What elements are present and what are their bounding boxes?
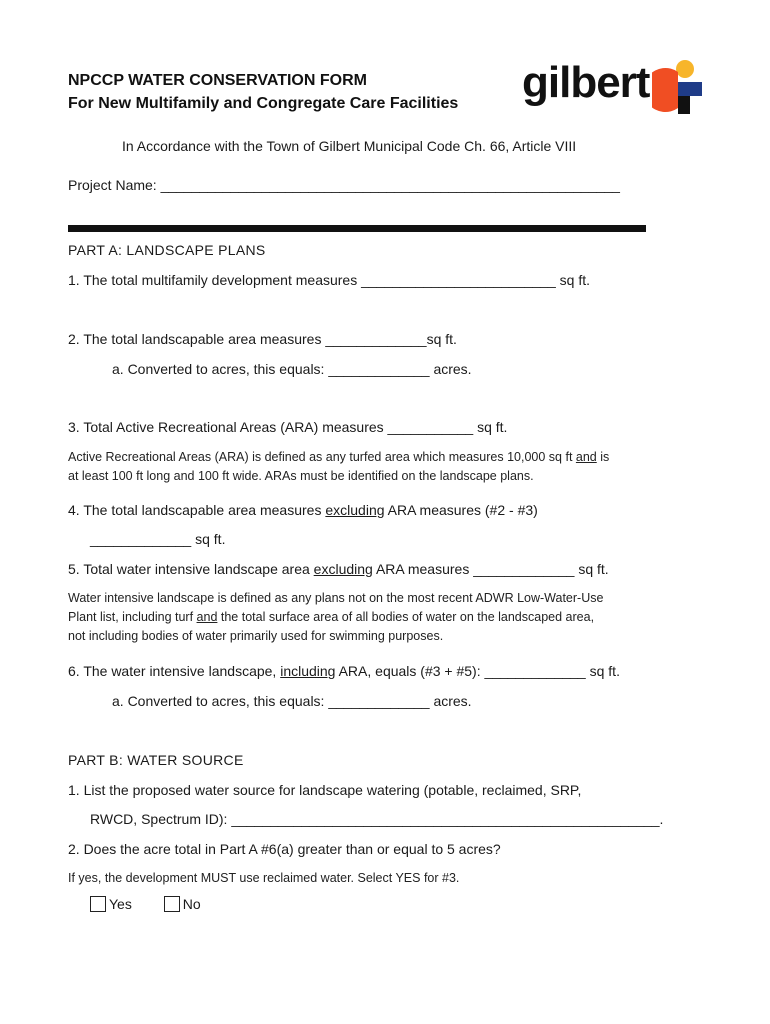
part-a-q2a[interactable]: a. Converted to acres, this equals: _____________ acres. — [112, 361, 472, 377]
section-divider — [68, 225, 646, 232]
form-subtitle-bold: For New Multifamily and Congregate Care Facilities — [68, 95, 459, 112]
part-a-q5[interactable]: 5. Total water intensive landscape area excluding ARA measures _____________ sq ft. — [68, 561, 609, 577]
part-b-q2: 2. Does the acre total in Part A #6(a) greater than or equal to 5 acres? — [68, 841, 501, 857]
part-a-q3[interactable]: 3. Total Active Recreational Areas (ARA) measures ___________ sq ft. — [68, 419, 508, 435]
water-intensive-definition-note: Water intensive landscape is defined as any plans not on the most recent ADWR Low-Water-Use Plant list, including turf and the total surface area of all bodies of water on the landscaped area, not including bodies of water primarily used for swimming purposes. — [68, 591, 604, 643]
part-a-q1[interactable]: 1. The total multifamily development measures _________________________ sq ft. — [68, 272, 590, 288]
no-label: No — [182, 896, 201, 912]
ara-definition-note: Active Recreational Areas (ARA) is defined as any turfed area which measures 10,000 sq ft and is at least 100 ft long and 100 ft wide. ARAs must be identified on the landscape plans. — [68, 450, 610, 483]
part-b-q1-blank[interactable]: RWCD, Spectrum ID): _______________________________________________________. — [90, 811, 664, 827]
yes-checkbox[interactable] — [90, 896, 106, 912]
part-a-q6a[interactable]: a. Converted to acres, this equals: _____________ acres. — [112, 693, 472, 709]
part-b-heading: PART B: WATER SOURCE — [68, 752, 244, 768]
yes-label: Yes — [109, 896, 132, 912]
no-option[interactable] — [164, 896, 201, 912]
yes-no-options — [90, 896, 229, 912]
form-title: NPCCP WATER CONSERVATION FORM — [68, 72, 367, 89]
code-reference: In Accordance with the Town of Gilbert Municipal Code Ch. 66, Article VIII — [122, 138, 577, 154]
gilbert-logo-text: gilbert — [522, 58, 650, 107]
part-a-q2[interactable]: 2. The total landscapable area measures _____________sq ft. — [68, 331, 457, 347]
no-checkbox[interactable] — [164, 896, 180, 912]
part-a-q6[interactable]: 6. The water intensive landscape, including ARA, equals (#3 + #5): _____________ sq ft. — [68, 663, 620, 679]
part-a-heading: PART A: LANDSCAPE PLANS — [68, 242, 266, 258]
project-name-field[interactable]: Project Name: ___________________________________________________________ — [68, 177, 620, 193]
yes-option[interactable] — [90, 896, 132, 912]
gilbert-logo-icon — [652, 58, 704, 116]
part-a-q4-blank[interactable]: _____________ sq ft. — [90, 531, 226, 547]
part-b-q1: 1. List the proposed water source for landscape watering (potable, reclaimed, SRP, — [68, 782, 582, 798]
reclaimed-water-note: If yes, the development MUST use reclaimed water. Select YES for #3. — [68, 871, 460, 885]
part-a-q4[interactable]: 4. The total landscapable area measures excluding ARA measures (#2 - #3) — [68, 502, 538, 518]
